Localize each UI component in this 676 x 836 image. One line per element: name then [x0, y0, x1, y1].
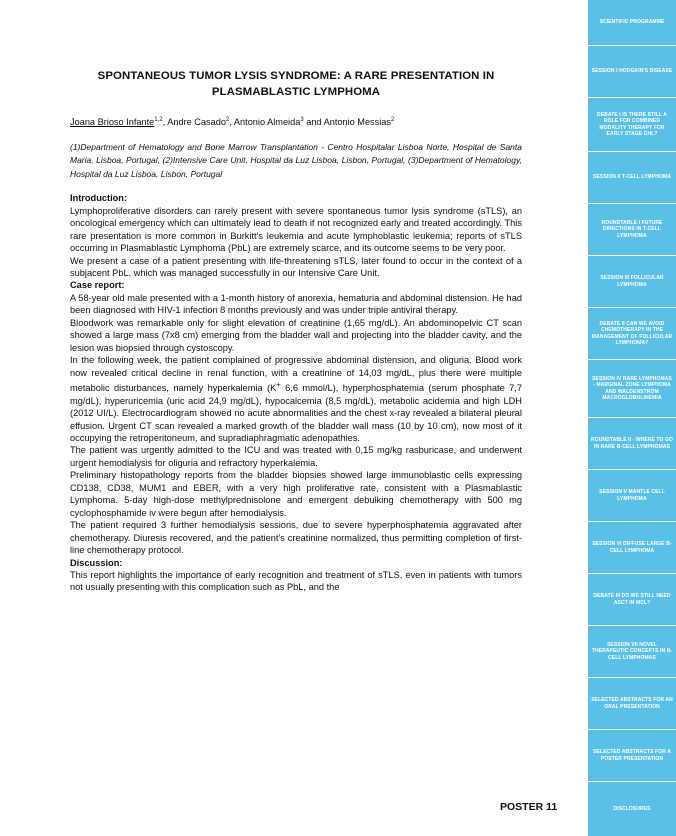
abstract-body — [70, 192, 522, 594]
sidebar-item-oral-abstracts[interactable]: SELECTED ABSTRACTS FOR AN ORAL PRESENTATION — [588, 678, 676, 730]
abstract-title: SPONTANEOUS TUMOR LYSIS SYNDROME: A RARE PRESENTATION IN PLASMABLASTIC LYMPHOMA — [97, 70, 495, 98]
sidebar-item-session-4[interactable]: SESSION IV RARE LYMPHOMAS - MARGINAL ZONE LYMPHOMA AND WALDENSTRÖM MACROGLOBULINEMIA — [588, 360, 676, 418]
case-paragraph-5: Preliminary histopathology reports from the bladder biopsies showed large immunoblastic cells expressing CD138, CD38, MUM1 and EBER, with a very high proliferative rate, consistent with a Plasmablastic Lymphoma. 5-day high-dose methylprednisolone and emergent debulking chemotherapy with 500 mg cyclophosphamide iv were begun after hemodialysis. — [70, 470, 522, 518]
sidebar-item-session-7[interactable]: SESSION VII NOVEL THERAPEUTIC CONCEPTS IN B-CELL LYMPHOMAS — [588, 626, 676, 678]
sidebar-item-session-3[interactable]: SESSION III FOLLICULAR LYMPHOMA — [588, 256, 676, 308]
poster-abstract — [70, 68, 522, 594]
author-4-affil: 2 — [391, 117, 395, 123]
affiliations: (1)Department of Hematology and Bone Marrow Transplantation - Centro Hospitalar Lisboa Norte, Hospital de Santa Maria, Lisboa, Portugal, (2)Intensive Care Unit, Hospital da Luz Lisboa, Lisbon, Portugal, (3)Department of Hematology, Hospital da Luz Lisboa, Lisbon, Portugal — [70, 142, 522, 179]
author-4: and Antonio Messias — [303, 117, 391, 128]
sidebar-item-session-2[interactable]: SESSION II T-CELL LYMPHOMA — [588, 152, 676, 204]
intro-heading: Introduction: — [70, 193, 128, 204]
author-3-affil: 3 — [300, 117, 304, 123]
sidebar-item-roundtable-1[interactable]: ROUNDTABLE I FUTURE DIRECTIONS IN T-CELL LYMPHOMA — [588, 204, 676, 256]
discussion-heading: Discussion: — [70, 557, 123, 568]
case-paragraph-3a: In the following week, the patient complained of progressive abdominal distension, and oliguria. Blood work now revealed critical decline in renal function, with a creatinine of 14,03 mg/dL, plus there were multiple metabolic disturbances, namely hyperkalemia (K — [70, 355, 522, 394]
sidebar-item-debate-3[interactable]: DEBATE III DO WE STILL NEED ASCT IN MCL? — [588, 574, 676, 626]
sidebar-item-disclosures[interactable]: DISCLOSURES — [613, 805, 651, 812]
sidebar-item-debate-2[interactable]: DEBATE II CAN WE AVOID CHEMOTHERAPY IN THE MANAGEMENT OF FOLLICULAR LYMPHOMA? — [588, 308, 676, 360]
intro-paragraph-1: Lymphoproliferative disorders can rarely present with severe spontaneous tumor lysis syndrome (sTLS), an oncological emergency which can ultimately lead to death if not recognized early and treated accordingly. This rare presentation is more common in Burkitt's leukemia and acute lymphoblastic leukemia; reports of sTLS occurring in Plasmablastic Lymphoma (PbL) are extremely scarce, and its outcome seems to be very poor. — [70, 205, 522, 254]
case-paragraph-2: Bloodwork was remarkable only for slight elevation of creatinine (1,65 mg/dL). An abdominopelvic CT scan showed a large mass (7x8 cm) emerging from the bladder wall and projecting into the bladder cavity, and the lesion was biopsied through cystoscopy. — [70, 317, 522, 353]
sidebar-item-session-1[interactable]: SESSION I HODGKIN'S DISEASE — [588, 46, 676, 98]
sidebar-item-poster-abstracts[interactable]: SELECTED ABSTRACTS FOR A POSTER PRESENTATION — [588, 730, 676, 782]
intro-paragraph-2: We present a case of a patient presenting with life-threatening sTLS, later found to occur in the context of a subjacent PbL, which was managed successfully in our Intensive Care Unit. — [70, 255, 522, 278]
case-paragraph-3 — [70, 354, 522, 444]
author-1-affil: 1,2 — [154, 117, 163, 123]
poster-number: POSTER 11 — [500, 801, 558, 813]
potassium-charge: + — [276, 380, 281, 390]
programme-sidebar — [588, 0, 676, 836]
case-paragraph-1: A 58-year old male presented with a 1-month history of anorexia, hematuria and abdominal distension. He had been diagnosed with HIV-1 infection 8 months previously and was under triple antiviral therapy. — [70, 292, 522, 316]
discussion-paragraph-1: This report highlights the importance of early recognition and treatment of sTLS, even in patients with tumors not usually presenting with this complication such as PbL, and the — [70, 569, 522, 593]
sidebar-item-scientific-programme[interactable]: SCIENTIFIC PROGRAMME — [588, 0, 676, 46]
case-paragraph-6: The patient required 3 further hemodialysis sessions, due to severe hyperphosphatemia aggravated after chemotherapy. Diuresis recovered, and the patient's creatinine normalized, thus permitting completion of first-line chemotherapy protocol. — [70, 520, 522, 556]
case-paragraph-3b: 6,6 mmol/L), hyperphosphatemia (serum phosphate 7,7 mg/dL), hyperuricemia (uric acid 24,9 mg/dL), hypocalcemia (8,5 mg/dL), metabolic acidemia and high LDH (2012 UI/L). Electrocardiogram showed no acute abnormalities and the chest x-ray revealed a bilateral pleural effusion. Urgent CT scan revealed a marked growth of the bladder wall mass (10 by 10 cm), now most of it occupying the retroperitoneum, and supradiaphragmatic adenopathies. — [70, 383, 522, 443]
author-1: Joana Brioso Infante — [70, 117, 155, 128]
sidebar-item-roundtable-2[interactable]: ROUNDTABLE II - WHERE TO GO IN RARE B-CELL LYMPHOMAS — [588, 418, 676, 470]
sidebar-item-session-5[interactable]: SESSION V MANTLE CELL LYMPHOMA — [588, 470, 676, 522]
case-paragraph-4: The patient was urgently admitted to the ICU and was treated with 0,15 mg/kg rasburicase, and underwent urgent hemodialysis for oliguria and refractory hyperkalemia. — [70, 445, 522, 468]
sidebar-item-session-6[interactable]: SESSION VI DIFFUSE LARGE B-CELL LYMPHOMA — [588, 522, 676, 574]
author-3: , Antonio Almeida — [229, 117, 301, 128]
author-2: , Andre Casado — [162, 117, 226, 128]
author-2-affil: 2 — [225, 117, 230, 123]
author-line — [70, 114, 522, 129]
case-heading: Case report: — [70, 280, 125, 291]
sidebar-item-debate-1[interactable]: DEBATE I IS THERE STILL A ROLE FOR COMBINED MODALITY THERAPY FOR EARLY STAGE CHL? — [588, 98, 676, 152]
